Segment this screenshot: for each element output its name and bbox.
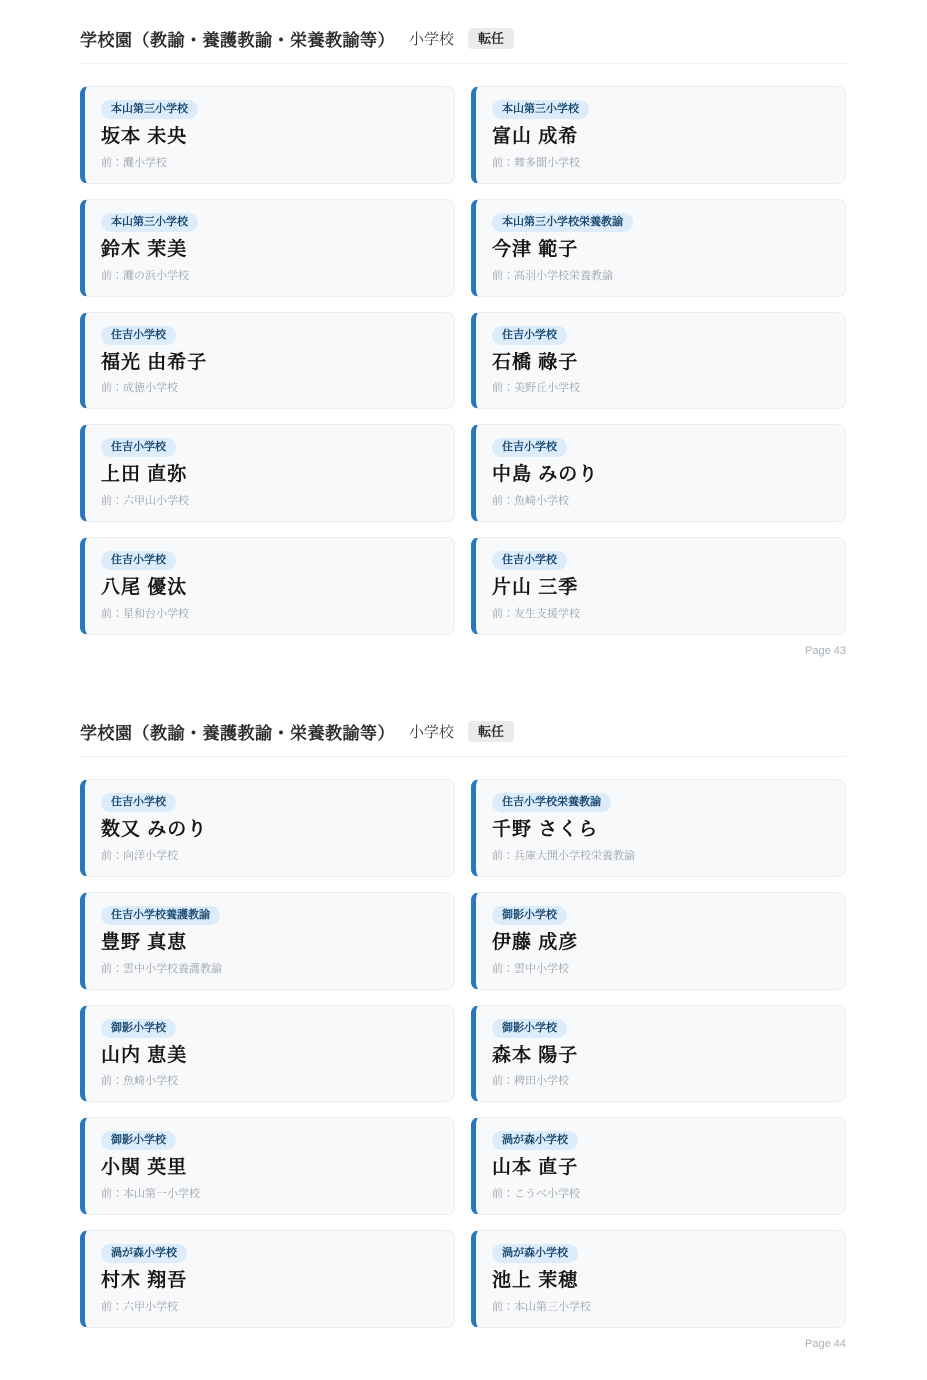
- teacher-name: 村木 翔吾: [101, 1270, 188, 1292]
- teacher-card: [80, 424, 455, 522]
- previous-school: 前：灘の浜小学校: [101, 269, 189, 282]
- teacher-card: [80, 537, 455, 635]
- teacher-name: 山内 恵美: [101, 1044, 188, 1066]
- teacher-name: 森本 陽子: [492, 1044, 579, 1066]
- new-school-badge: 御影小学校: [101, 1019, 176, 1038]
- transfer-type-badge: 転任: [468, 28, 514, 49]
- previous-school: 前：六甲山小学校: [101, 495, 189, 508]
- new-school-badge: 住吉小学校: [492, 326, 567, 345]
- new-school-badge: 御影小学校: [492, 906, 567, 925]
- teacher-name: 鈴木 茉美: [101, 238, 188, 260]
- new-school-badge: 住吉小学校: [101, 326, 176, 345]
- teacher-name: 小関 英里: [101, 1157, 188, 1179]
- transfer-section-page-43: [80, 26, 846, 657]
- teacher-card: [471, 1005, 846, 1103]
- teacher-card: [80, 86, 455, 184]
- school-level-label: 小学校: [409, 723, 455, 741]
- page-title: 学校園（教諭・養護教諭・栄養教諭等）: [80, 723, 395, 743]
- header-divider: [80, 63, 846, 64]
- transfer-type-badge: 転任: [468, 721, 514, 742]
- page-number: Page 43: [805, 644, 846, 657]
- previous-school: 前：六甲小学校: [101, 1300, 178, 1313]
- new-school-badge: 住吉小学校栄養教諭: [492, 793, 611, 812]
- header-divider: [80, 756, 846, 757]
- teacher-card: [80, 199, 455, 297]
- new-school-badge: 本山第三小学校: [101, 100, 198, 119]
- new-school-badge: 住吉小学校: [492, 551, 567, 570]
- previous-school: 前：向洋小学校: [101, 849, 178, 862]
- cards-grid: [80, 86, 846, 635]
- transfer-section-page-44: [80, 719, 846, 1350]
- previous-school: 前：星和台小学校: [101, 607, 189, 620]
- new-school-badge: 本山第三小学校: [492, 100, 589, 119]
- previous-school: 前：雲中小学校養護教諭: [101, 962, 222, 975]
- teacher-card: [471, 424, 846, 522]
- teacher-card: [471, 199, 846, 297]
- teacher-card: [471, 779, 846, 877]
- previous-school: 前：本山第一小学校: [101, 1188, 200, 1201]
- new-school-badge: 住吉小学校養護教諭: [101, 906, 220, 925]
- teacher-name: 八尾 優汰: [101, 577, 188, 599]
- teacher-name: 石橋 祿子: [492, 351, 579, 373]
- new-school-badge: 住吉小学校: [101, 438, 176, 457]
- previous-school: 前：舞多聞小学校: [492, 156, 580, 169]
- previous-school: 前：高羽小学校栄養教諭: [492, 269, 613, 282]
- previous-school: 前：灘小学校: [101, 156, 167, 169]
- teacher-name: 池上 茉穂: [492, 1270, 579, 1292]
- previous-school: 前：こうべ小学校: [492, 1188, 580, 1201]
- teacher-card: [80, 1005, 455, 1103]
- previous-school: 前：美野丘小学校: [492, 382, 580, 395]
- teacher-name: 豊野 真恵: [101, 931, 188, 953]
- teacher-card: [471, 312, 846, 410]
- teacher-card: [471, 1230, 846, 1328]
- previous-school: 前：本山第三小学校: [492, 1300, 591, 1313]
- teacher-name: 数又 みのり: [101, 818, 208, 840]
- teacher-name: 坂本 未央: [101, 126, 188, 147]
- teacher-card: [80, 1230, 455, 1328]
- previous-school: 前：兵庫大開小学校栄養教諭: [492, 849, 635, 862]
- teacher-card: [80, 1117, 455, 1215]
- section-header: [80, 719, 846, 744]
- school-level-label: 小学校: [409, 31, 455, 48]
- previous-school: 前：魚崎小学校: [492, 495, 569, 508]
- teacher-name: 中島 みのり: [492, 464, 599, 486]
- teacher-name: 富山 成希: [492, 126, 579, 147]
- previous-school: 前：成徳小学校: [101, 382, 178, 395]
- teacher-card: [80, 779, 455, 877]
- teacher-name: 福光 由希子: [101, 351, 208, 373]
- previous-school: 前：雲中小学校: [492, 962, 569, 975]
- section-header: [80, 26, 846, 51]
- teacher-name: 今津 範子: [492, 238, 579, 260]
- cards-grid: [80, 779, 846, 1328]
- previous-school: 前：稗田小学校: [492, 1075, 569, 1088]
- teacher-card: [80, 892, 455, 990]
- new-school-badge: 住吉小学校: [492, 438, 567, 457]
- teacher-card: [471, 86, 846, 184]
- new-school-badge: 渦が森小学校: [101, 1244, 187, 1263]
- new-school-badge: 御影小学校: [101, 1131, 176, 1150]
- new-school-badge: 住吉小学校: [101, 793, 176, 812]
- teacher-name: 山本 直子: [492, 1157, 579, 1179]
- teacher-card: [471, 1117, 846, 1215]
- teacher-card: [471, 892, 846, 990]
- teacher-card: [471, 537, 846, 635]
- previous-school: 前：魚崎小学校: [101, 1075, 178, 1088]
- new-school-badge: 本山第三小学校栄養教諭: [492, 213, 633, 232]
- teacher-name: 片山 三季: [492, 577, 579, 599]
- teacher-name: 千野 さくら: [492, 818, 599, 840]
- teacher-card: [80, 312, 455, 410]
- new-school-badge: 渦が森小学校: [492, 1244, 578, 1263]
- teacher-name: 伊藤 成彦: [492, 931, 579, 953]
- new-school-badge: 渦が森小学校: [492, 1131, 578, 1150]
- new-school-badge: 本山第三小学校: [101, 213, 198, 232]
- page-title: 学校園（教諭・養護教諭・栄養教諭等）: [80, 31, 395, 50]
- new-school-badge: 御影小学校: [492, 1019, 567, 1038]
- page-number: Page 44: [805, 1337, 846, 1350]
- previous-school: 前：友生支援学校: [492, 607, 580, 620]
- teacher-name: 上田 直弥: [101, 464, 188, 486]
- new-school-badge: 住吉小学校: [101, 551, 176, 570]
